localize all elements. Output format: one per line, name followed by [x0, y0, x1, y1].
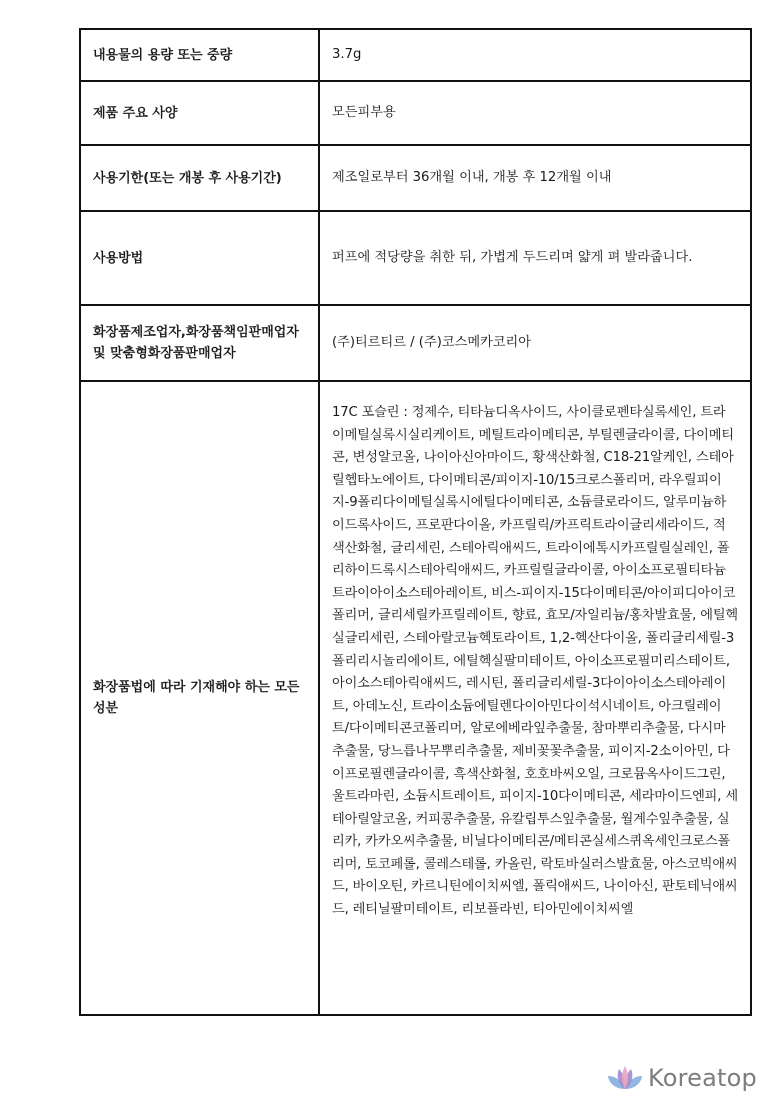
- table-row: [80, 81, 751, 145]
- logo-text: Koreatop: [648, 1064, 757, 1092]
- row-label: 화장품제조업자,화장품책임판매업자 및 맞춤형화장품판매업자: [80, 305, 319, 381]
- row-value: (주)티르티르 / (주)코스메카코리아: [319, 305, 751, 381]
- lotus-icon: [606, 1064, 644, 1092]
- row-label: 화장품법에 따라 기재해야 하는 모든 성분: [80, 381, 319, 1015]
- table-row: [80, 145, 751, 211]
- table-row: [80, 29, 751, 81]
- product-info-table: [79, 28, 752, 1016]
- ingredients-list: 17C 포슬린 : 정제수, 티타늄디옥사이드, 사이클로펜타실록세인, 트라이메틸실록시실리케이트, 메틸트라이메티콘, 부틸렌글라이콜, 다이메티콘, 변성알코올, 나이아신아마이드, 황색산화철, C18-21알케인, 스테아릴헵타노에이트, 다이메티콘/피이지-10/15크로스폴리머, 라우릴피이지-9폴리다이메틸실록시에틸다이메티콘, 소듐클로라이드, 알루미늄하이드록사이드, 프로판다이올, 카프릴릭/카프릭트라이글리세라이드, 적색산화철, 글리세린, 스테아릭애씨드, 트라이에톡시카프릴릴실레인, 폴리하이드록시스테아릭애씨드, 카프릴릴글라이콜, 아이소프로필티타늄트라이아이소스테아레이트, 비스-피이지-15다이메티콘/아이피디아이코폴리머, 글리세릴카프릴레이트, 향료, 효모/자일리늄/홍차발효물, 에틸헥실글리세린, 스테아랄코늄헥토라이트, 1,2-헥산다이올, 폴리글리세릴-3폴리리시놀리에이트, 에틸헥실팔미테이트, 아이소프로필미리스테이트, 아이소스테아릭애씨드, 레시틴, 폴리글리세릴-3다이아이소스테아레이트, 아데노신, 트라이소듐에틸렌다이아민다이석시네이트, 아크릴레이트/다이메티콘코폴리머, 알로에베라잎추출물, 참마뿌리추출물, 다시마추출물, 당느릅나무뿌리추출물, 제비꽃꽃추출물, 피이지-2소이아민, 다이프로필렌글라이콜, 흑색산화철, 호호바씨오일, 크로뮴옥사이드그린, 울트라마린, 소듐시트레이트, 피이지-10다이메티콘, 세라마이드엔피, 세테아릴알코올, 커피콩추출물, 유칼립투스잎추출물, 월계수잎추출물, 실리카, 카카오씨추출물, 비닐다이메티콘/메티콘실세스퀴옥세인크로스폴리머, 토코페롤, 콜레스테롤, 카올린, 락토바실러스발효물, 아스코빅애씨드, 바이오틴, 카르니틴에이치씨엘, 폴릭애씨드, 나이아신, 판토테닉애씨드, 레티닐팔미테이트, 리보플라빈, 티아민에이치씨엘: [319, 381, 751, 1015]
- table-row: [80, 305, 751, 381]
- row-label: 사용방법: [80, 211, 319, 305]
- row-value: 퍼프에 적당량을 취한 뒤, 가볍게 두드리며 얇게 펴 발라줍니다.: [319, 211, 751, 305]
- table-row: [80, 211, 751, 305]
- row-label: 제품 주요 사양: [80, 81, 319, 145]
- row-label: 사용기한(또는 개봉 후 사용기간): [80, 145, 319, 211]
- row-value: 3.7g: [319, 29, 751, 81]
- row-value: 모든피부용: [319, 81, 751, 145]
- koreatop-logo: [606, 1063, 757, 1093]
- row-value: 제조일로부터 36개월 이내, 개봉 후 12개월 이내: [319, 145, 751, 211]
- table-row: [80, 381, 751, 1015]
- row-label: 내용물의 용량 또는 중량: [80, 29, 319, 81]
